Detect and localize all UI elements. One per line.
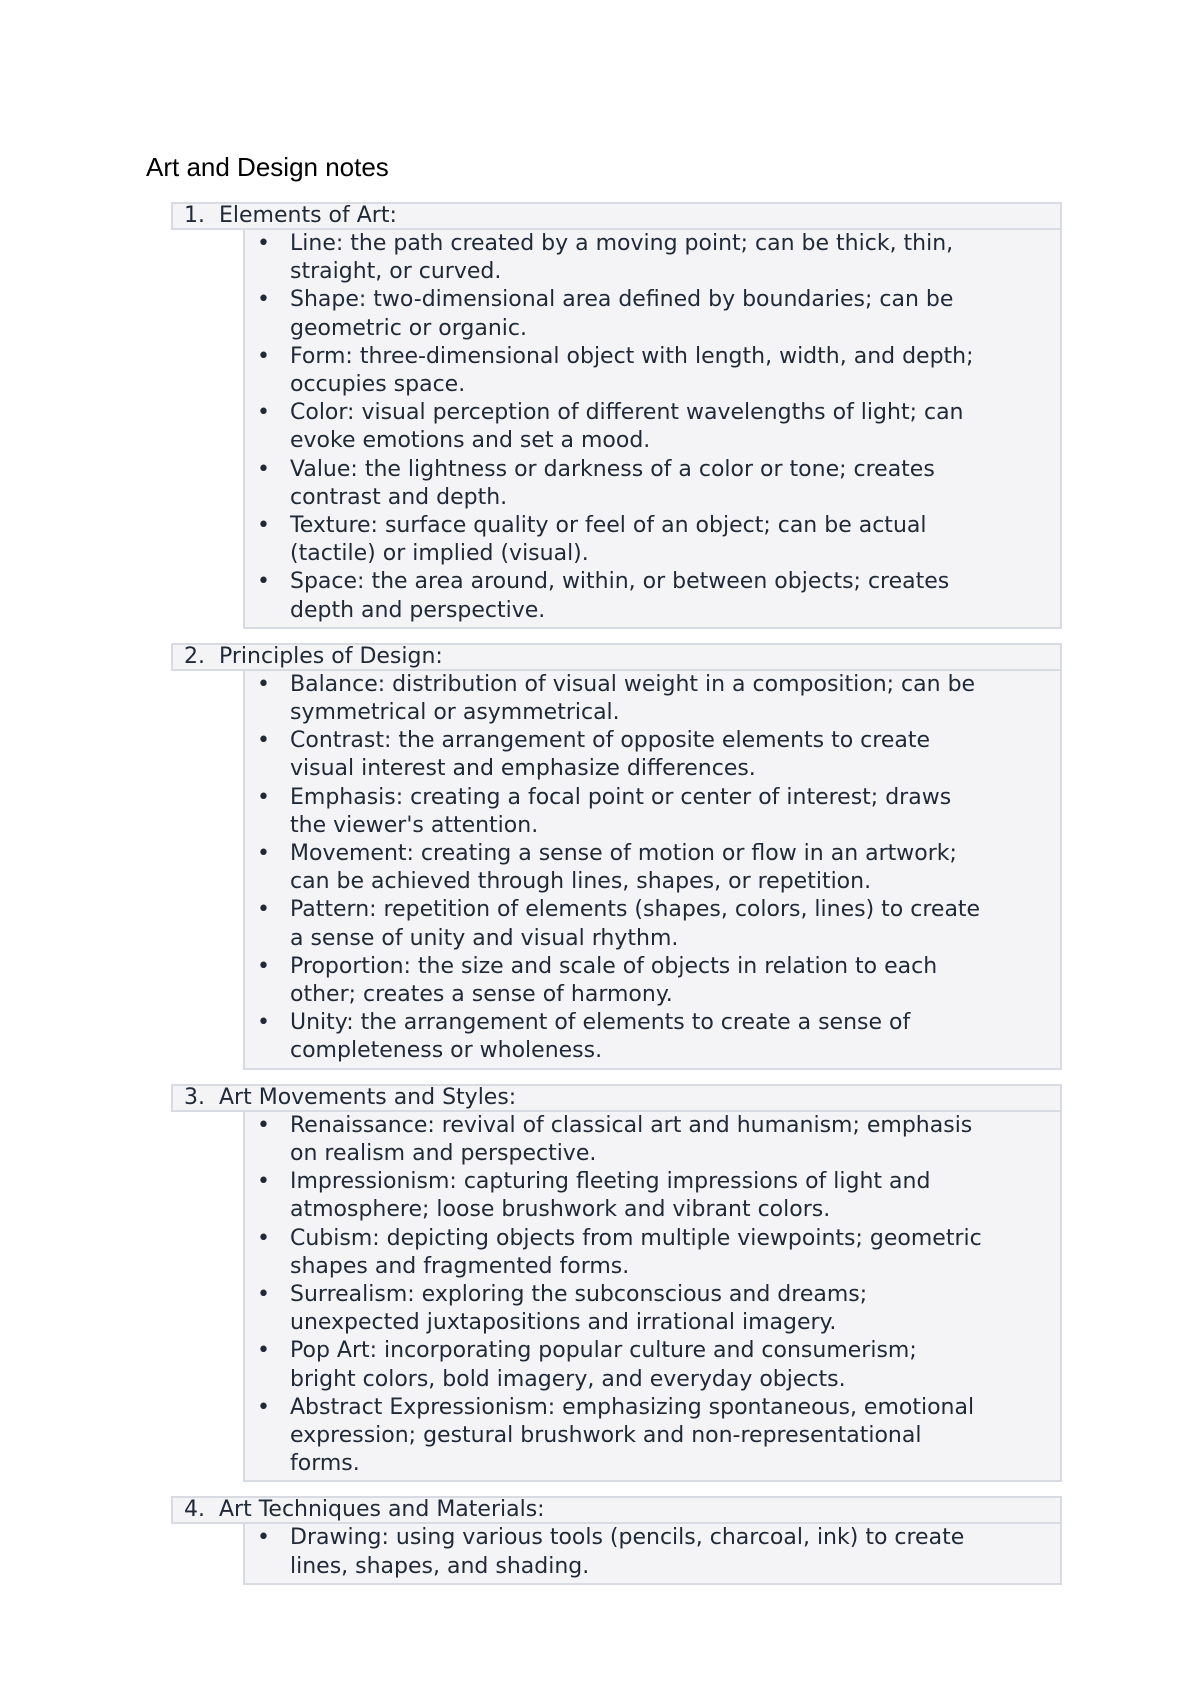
bullet-icon: • xyxy=(257,287,270,313)
list-item-line: Color: visual perception of different wavelengths of light; can xyxy=(290,400,964,426)
list-item-line: forms. xyxy=(290,1451,360,1477)
list-item xyxy=(245,399,1060,455)
list-item xyxy=(245,568,1060,624)
bullet-list xyxy=(243,669,1062,1070)
list-item-line: symmetrical or asymmetrical. xyxy=(290,700,620,726)
list-item xyxy=(245,456,1060,512)
bullet-icon: • xyxy=(257,231,270,256)
bullet-icon: • xyxy=(257,728,270,754)
list-item-line: contrast and depth. xyxy=(290,484,508,510)
bullet-icon: • xyxy=(257,343,270,369)
list-item-line: Pattern: repetition of elements (shapes, colors, lines) to create xyxy=(290,897,981,923)
list-item-line: occupies space. xyxy=(290,372,466,398)
bullet-icon: • xyxy=(257,1010,270,1036)
list-item xyxy=(245,1281,1060,1337)
list-item-line: bright colors, bold imagery, and everyday objects. xyxy=(290,1366,846,1392)
list-item xyxy=(245,1225,1060,1281)
list-item-line: Space: the area around, within, or between objects; creates xyxy=(290,569,950,595)
list-item xyxy=(245,1524,1060,1580)
list-item-line: shapes and fragmented forms. xyxy=(290,1253,630,1279)
section-header xyxy=(171,643,1062,671)
bullet-icon: • xyxy=(257,400,270,426)
list-item-line: atmosphere; loose brushwork and vibrant colors. xyxy=(290,1197,831,1223)
list-item-line: Drawing: using various tools (pencils, charcoal, ink) to create xyxy=(290,1525,965,1551)
bullet-list xyxy=(243,1110,1062,1483)
bullet-icon: • xyxy=(257,1394,270,1420)
list-item-line: lines, shapes, and shading. xyxy=(290,1553,590,1579)
list-item xyxy=(245,1168,1060,1224)
bullet-icon: • xyxy=(257,784,270,810)
list-item xyxy=(245,1112,1060,1168)
list-item-line: unexpected juxtapositions and irrational imagery. xyxy=(290,1310,837,1336)
list-item-line: Texture: surface quality or feel of an object; can be actual xyxy=(290,513,927,539)
list-item xyxy=(245,343,1060,399)
list-item-line: (tactile) or implied (visual). xyxy=(290,541,589,567)
list-item xyxy=(245,840,1060,896)
section-heading: Principles of Design: xyxy=(219,643,443,669)
list-item-line: the viewer's attention. xyxy=(290,812,539,838)
list-item-line: Balance: distribution of visual weight in a composition; can be xyxy=(290,671,976,697)
bullet-list xyxy=(243,1522,1062,1584)
list-item xyxy=(245,1009,1060,1065)
list-item-line: Contrast: the arrangement of opposite elements to create xyxy=(290,728,931,754)
list-item-line: Emphasis: creating a focal point or center of interest; draws xyxy=(290,784,952,810)
section-header xyxy=(171,1496,1062,1524)
list-item-line: straight, or curved. xyxy=(290,259,502,285)
list-item-line: Unity: the arrangement of elements to create a sense of xyxy=(290,1010,911,1036)
list-item-line: Proportion: the size and scale of objects in relation to each xyxy=(290,953,938,979)
bullet-icon: • xyxy=(257,897,270,923)
list-item xyxy=(245,1394,1060,1479)
bullet-icon: • xyxy=(257,953,270,979)
list-item-line: Shape: two-dimensional area defined by boundaries; can be xyxy=(290,287,954,313)
bullet-icon: • xyxy=(257,1281,270,1307)
list-item-line: on realism and perspective. xyxy=(290,1140,597,1166)
list-item-line: Line: the path created by a moving point; can be thick, thin, xyxy=(290,231,954,256)
bullet-icon: • xyxy=(257,1525,270,1551)
bullet-icon: • xyxy=(257,671,270,697)
list-item-line: Form: three-dimensional object with length, width, and depth; xyxy=(290,343,974,369)
bullet-icon: • xyxy=(257,1169,270,1195)
list-item-line: visual interest and emphasize differences. xyxy=(290,756,756,782)
list-item xyxy=(245,953,1060,1009)
list-item-line: Surrealism: exploring the subconscious and dreams; xyxy=(290,1281,868,1307)
list-item xyxy=(245,286,1060,342)
section-number: 1. xyxy=(184,203,205,228)
list-item-line: completeness or wholeness. xyxy=(290,1038,603,1064)
section-number: 4. xyxy=(184,1497,205,1523)
bullet-icon: • xyxy=(257,841,270,867)
list-item-line: Value: the lightness or darkness of a color or tone; creates xyxy=(290,456,935,482)
list-item-line: Abstract Expressionism: emphasizing spontaneous, emotional xyxy=(290,1394,975,1420)
section-header xyxy=(171,202,1062,230)
list-item-line: Impressionism: capturing fleeting impressions of light and xyxy=(290,1169,931,1195)
bullet-icon: • xyxy=(257,1112,270,1138)
list-item-line: depth and perspective. xyxy=(290,597,546,623)
list-item-line: evoke emotions and set a mood. xyxy=(290,428,651,454)
list-item xyxy=(245,230,1060,286)
list-item-line: geometric or organic. xyxy=(290,315,528,341)
list-item-line: expression; gestural brushwork and non-representational xyxy=(290,1422,922,1448)
section-number: 3. xyxy=(184,1084,205,1110)
bullet-icon: • xyxy=(257,1338,270,1364)
list-item xyxy=(245,784,1060,840)
bullet-icon: • xyxy=(257,456,270,482)
list-item-line: Renaissance: revival of classical art and humanism; emphasis xyxy=(290,1112,973,1138)
section-number: 2. xyxy=(184,643,205,669)
section-heading: Art Techniques and Materials: xyxy=(219,1497,545,1523)
list-item-line: Cubism: depicting objects from multiple viewpoints; geometric xyxy=(290,1225,982,1251)
bullet-icon: • xyxy=(257,569,270,595)
section-heading: Art Movements and Styles: xyxy=(219,1084,517,1110)
list-item xyxy=(245,727,1060,783)
list-item xyxy=(245,896,1060,952)
section-header xyxy=(171,1084,1062,1112)
bullet-icon: • xyxy=(257,1225,270,1251)
list-item-line: Pop Art: incorporating popular culture and consumerism; xyxy=(290,1338,917,1364)
list-item xyxy=(245,1337,1060,1393)
list-item-line: other; creates a sense of harmony. xyxy=(290,982,673,1008)
list-item xyxy=(245,671,1060,727)
notes-outline xyxy=(171,202,1062,1601)
bullet-list xyxy=(243,228,1062,629)
list-item-line: can be achieved through lines, shapes, or repetition. xyxy=(290,869,872,895)
list-item-line: a sense of unity and visual rhythm. xyxy=(290,925,679,951)
section-heading: Elements of Art: xyxy=(219,203,397,228)
bullet-icon: • xyxy=(257,513,270,539)
list-item xyxy=(245,512,1060,568)
list-item-line: Movement: creating a sense of motion or flow in an artwork; xyxy=(290,841,957,867)
page-title: Art and Design notes xyxy=(146,152,389,182)
